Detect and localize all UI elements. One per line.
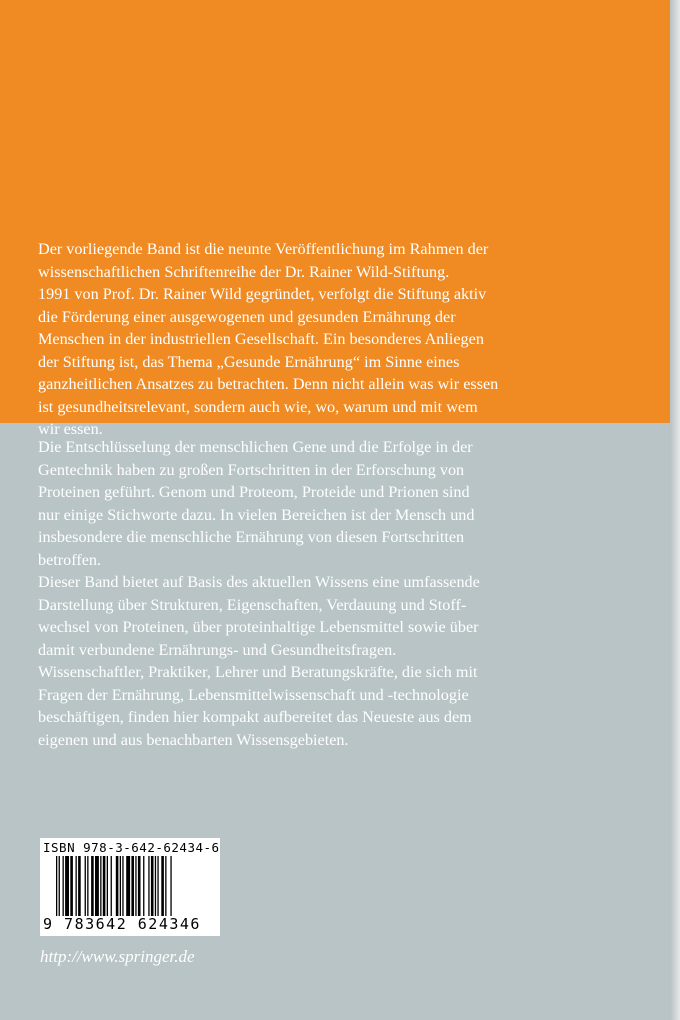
text-line: wissenschaftlichen Schriftenreihe der Dr. Rainer Wild-Stiftung. [38, 262, 450, 281]
barcode-bar [63, 856, 64, 916]
barcode-bar [56, 856, 57, 916]
text-line: wechsel von Proteinen, über proteinhaltige Lebensmittel sowie über [38, 618, 479, 636]
text-line: insbesondere die menschliche Ernährung von diesen Fortschritten [38, 528, 465, 546]
barcode-bar [135, 856, 136, 916]
barcode-bar [122, 856, 123, 916]
text-line: wir essen. [38, 420, 103, 438]
text-line: Der vorliegende Band ist die neunte Veröffentlichung im Rahmen der [38, 240, 489, 258]
text-line: Wissenschaftler, Praktiker, Lehrer und Beratungskräfte, die sich mit [38, 663, 478, 681]
text-line: ganzheitlichen Ansatzes zu betrachten. Denn nicht allein was wir essen [38, 375, 499, 393]
barcode-bar [126, 856, 130, 916]
text-line: Dieser Band bietet auf Basis des aktuellen Wissens eine umfassende [38, 573, 480, 591]
barcode-bar [78, 856, 81, 916]
barcode-bars [56, 856, 216, 916]
text-line: beschäftigen, finden hier kompakt aufbereitet das Neueste aus dem [38, 708, 472, 726]
barcode-bar [91, 856, 94, 916]
text-line: Darstellung über Strukturen, Eigenschaften, Verdauung und Stoff- [38, 595, 467, 614]
barcode-bar [111, 856, 112, 916]
text-line: Gentechnik haben zu großen Fortschritten in der Erforschung von [38, 460, 465, 479]
isbn-label: ISBN 978-3-642-62434-6 [43, 840, 220, 855]
publisher-url[interactable]: http://www.springer.de [40, 947, 195, 966]
barcode-bar [170, 856, 171, 916]
spine-edge [670, 0, 680, 1020]
barcode-bar [120, 856, 121, 916]
barcode-bar [100, 856, 101, 916]
text-line: damit verbundene Ernährungs- und Gesundheitsfragen. [38, 640, 397, 659]
barcode-bar [85, 856, 86, 916]
text-line: Menschen in der industriellen Gesellschaft. Ein besonderes Anliegen [38, 330, 484, 348]
barcode-bar [161, 856, 164, 916]
barcode-bar [148, 856, 149, 916]
barcode-bar [155, 856, 156, 916]
text-line: Fragen der Ernährung, Lebensmittelwissenschaft und -technologie [38, 685, 469, 704]
barcode-bar [138, 856, 141, 916]
barcode-bar [143, 856, 144, 916]
barcode-bar [157, 856, 158, 916]
ean-digits: 9 783642 624346 [43, 915, 201, 933]
barcode-bar [87, 856, 88, 916]
barcode-bar [151, 856, 154, 916]
text-line: betroffen. [38, 550, 102, 569]
text-line: nur einige Stichworte dazu. In vielen Bereichen ist der Mensch und [38, 505, 475, 524]
barcode-bar [76, 856, 77, 916]
barcode-bar [107, 856, 108, 916]
text-line: eigenen und aus benachbarten Wissensgebieten. [38, 730, 349, 749]
barcode-bar [103, 856, 106, 916]
text-line: Die Entschlüsselung der menschlichen Gene und die Erfolge in der [38, 438, 473, 456]
barcode-bar [165, 856, 166, 916]
barcode-bar [95, 856, 99, 916]
barcode-bar [59, 856, 60, 916]
barcode-bar [116, 856, 119, 916]
barcode-bar [70, 856, 73, 916]
text-line: der Stiftung ist, das Thema „Gesunde Ernährung“ im Sinne eines [38, 352, 460, 371]
isbn-barcode [40, 838, 220, 936]
text-line: Proteinen geführt. Genom und Proteom, Proteide und Prionen sind [38, 483, 470, 501]
text-line: die Förderung einer ausgewogenen und gesunden Ernährung der [38, 307, 456, 326]
book-description [38, 436, 648, 751]
foundation-description [38, 238, 638, 441]
text-line: 1991 von Prof. Dr. Rainer Wild gegründet, verfolgt die Stiftung aktiv [38, 285, 487, 303]
barcode-bar [131, 856, 134, 916]
barcode-bar [65, 856, 69, 916]
text-line: ist gesundheitsrelevant, sondern auch wie, wo, warum und mit wem [38, 397, 478, 416]
